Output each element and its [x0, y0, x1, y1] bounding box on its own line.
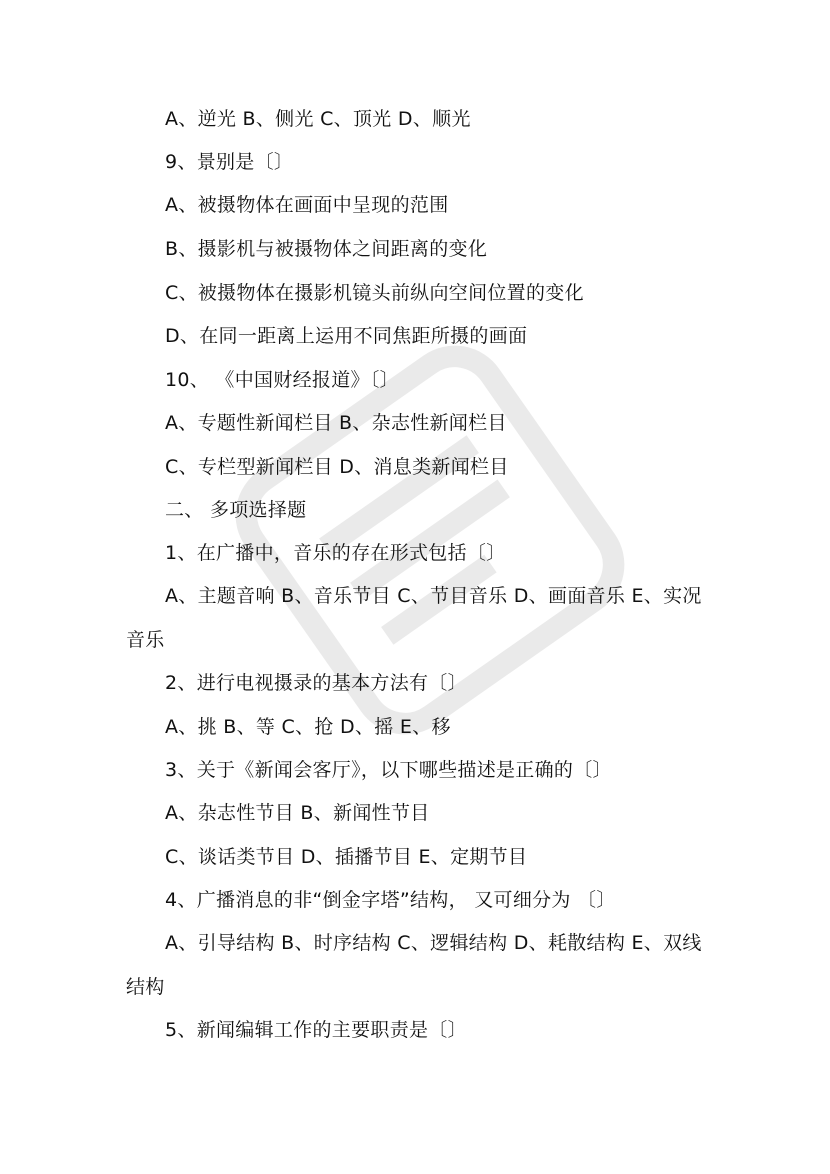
question-9-stem: 9、景别是〔〕 [165, 151, 294, 173]
question-10-options-ab: A、专题性新闻栏目 B、杂志性新闻栏目 [165, 412, 507, 434]
question-8-options: A、逆光 B、侧光 C、顶光 D、顺光 [165, 108, 471, 130]
question-10-stem: 10、 《中国财经报道》〔〕 [165, 369, 399, 391]
multiple-question-3-options-cde: C、谈话类节目 D、插播节目 E、定期节目 [165, 846, 528, 868]
question-9-option-b: B、摄影机与被摄物体之间距离的变化 [165, 238, 488, 260]
question-10-options-cd: C、专栏型新闻栏目 D、消息类新闻栏目 [165, 456, 509, 478]
multiple-question-2-stem: 2、进行电视摄录的基本方法有〔〕 [165, 672, 467, 694]
multiple-question-5-stem: 5、新闻编辑工作的主要职责是〔〕 [165, 1019, 467, 1041]
multiple-question-3-options-ab: A、杂志性节目 B、新闻性节目 [165, 802, 430, 824]
multiple-question-2-options: A、挑 B、等 C、抢 D、摇 E、移 [165, 716, 451, 738]
multiple-question-1-options: A、主题音响 B、音乐节目 C、节目音乐 D、画面音乐 E、实况 [165, 585, 702, 607]
question-9-option-d: D、在同一距离上运用不同焦距所摄的画面 [165, 325, 528, 347]
question-9-option-c: C、被摄物体在摄影机镜头前纵向空间位置的变化 [165, 282, 584, 304]
multiple-question-4-options-continuation: 结构 [126, 976, 165, 998]
multiple-question-4-stem: 4、广播消息的非“倒金字塔”结构， 又可细分为 〔〕 [165, 889, 616, 911]
section-heading-multiple-choice: 二、 多项选择题 [165, 499, 307, 521]
multiple-question-1-options-continuation: 音乐 [126, 629, 165, 651]
multiple-question-1-stem: 1、在广播中，音乐的存在形式包括〔〕 [165, 542, 506, 564]
question-9-option-a: A、被摄物体在画面中呈现的范围 [165, 194, 449, 216]
multiple-question-4-options: A、引导结构 B、时序结构 C、逻辑结构 D、耗散结构 E、双线 [165, 932, 702, 954]
multiple-question-3-stem: 3、关于《新闻会客厅》，以下哪些描述是正确的〔〕 [165, 759, 612, 781]
